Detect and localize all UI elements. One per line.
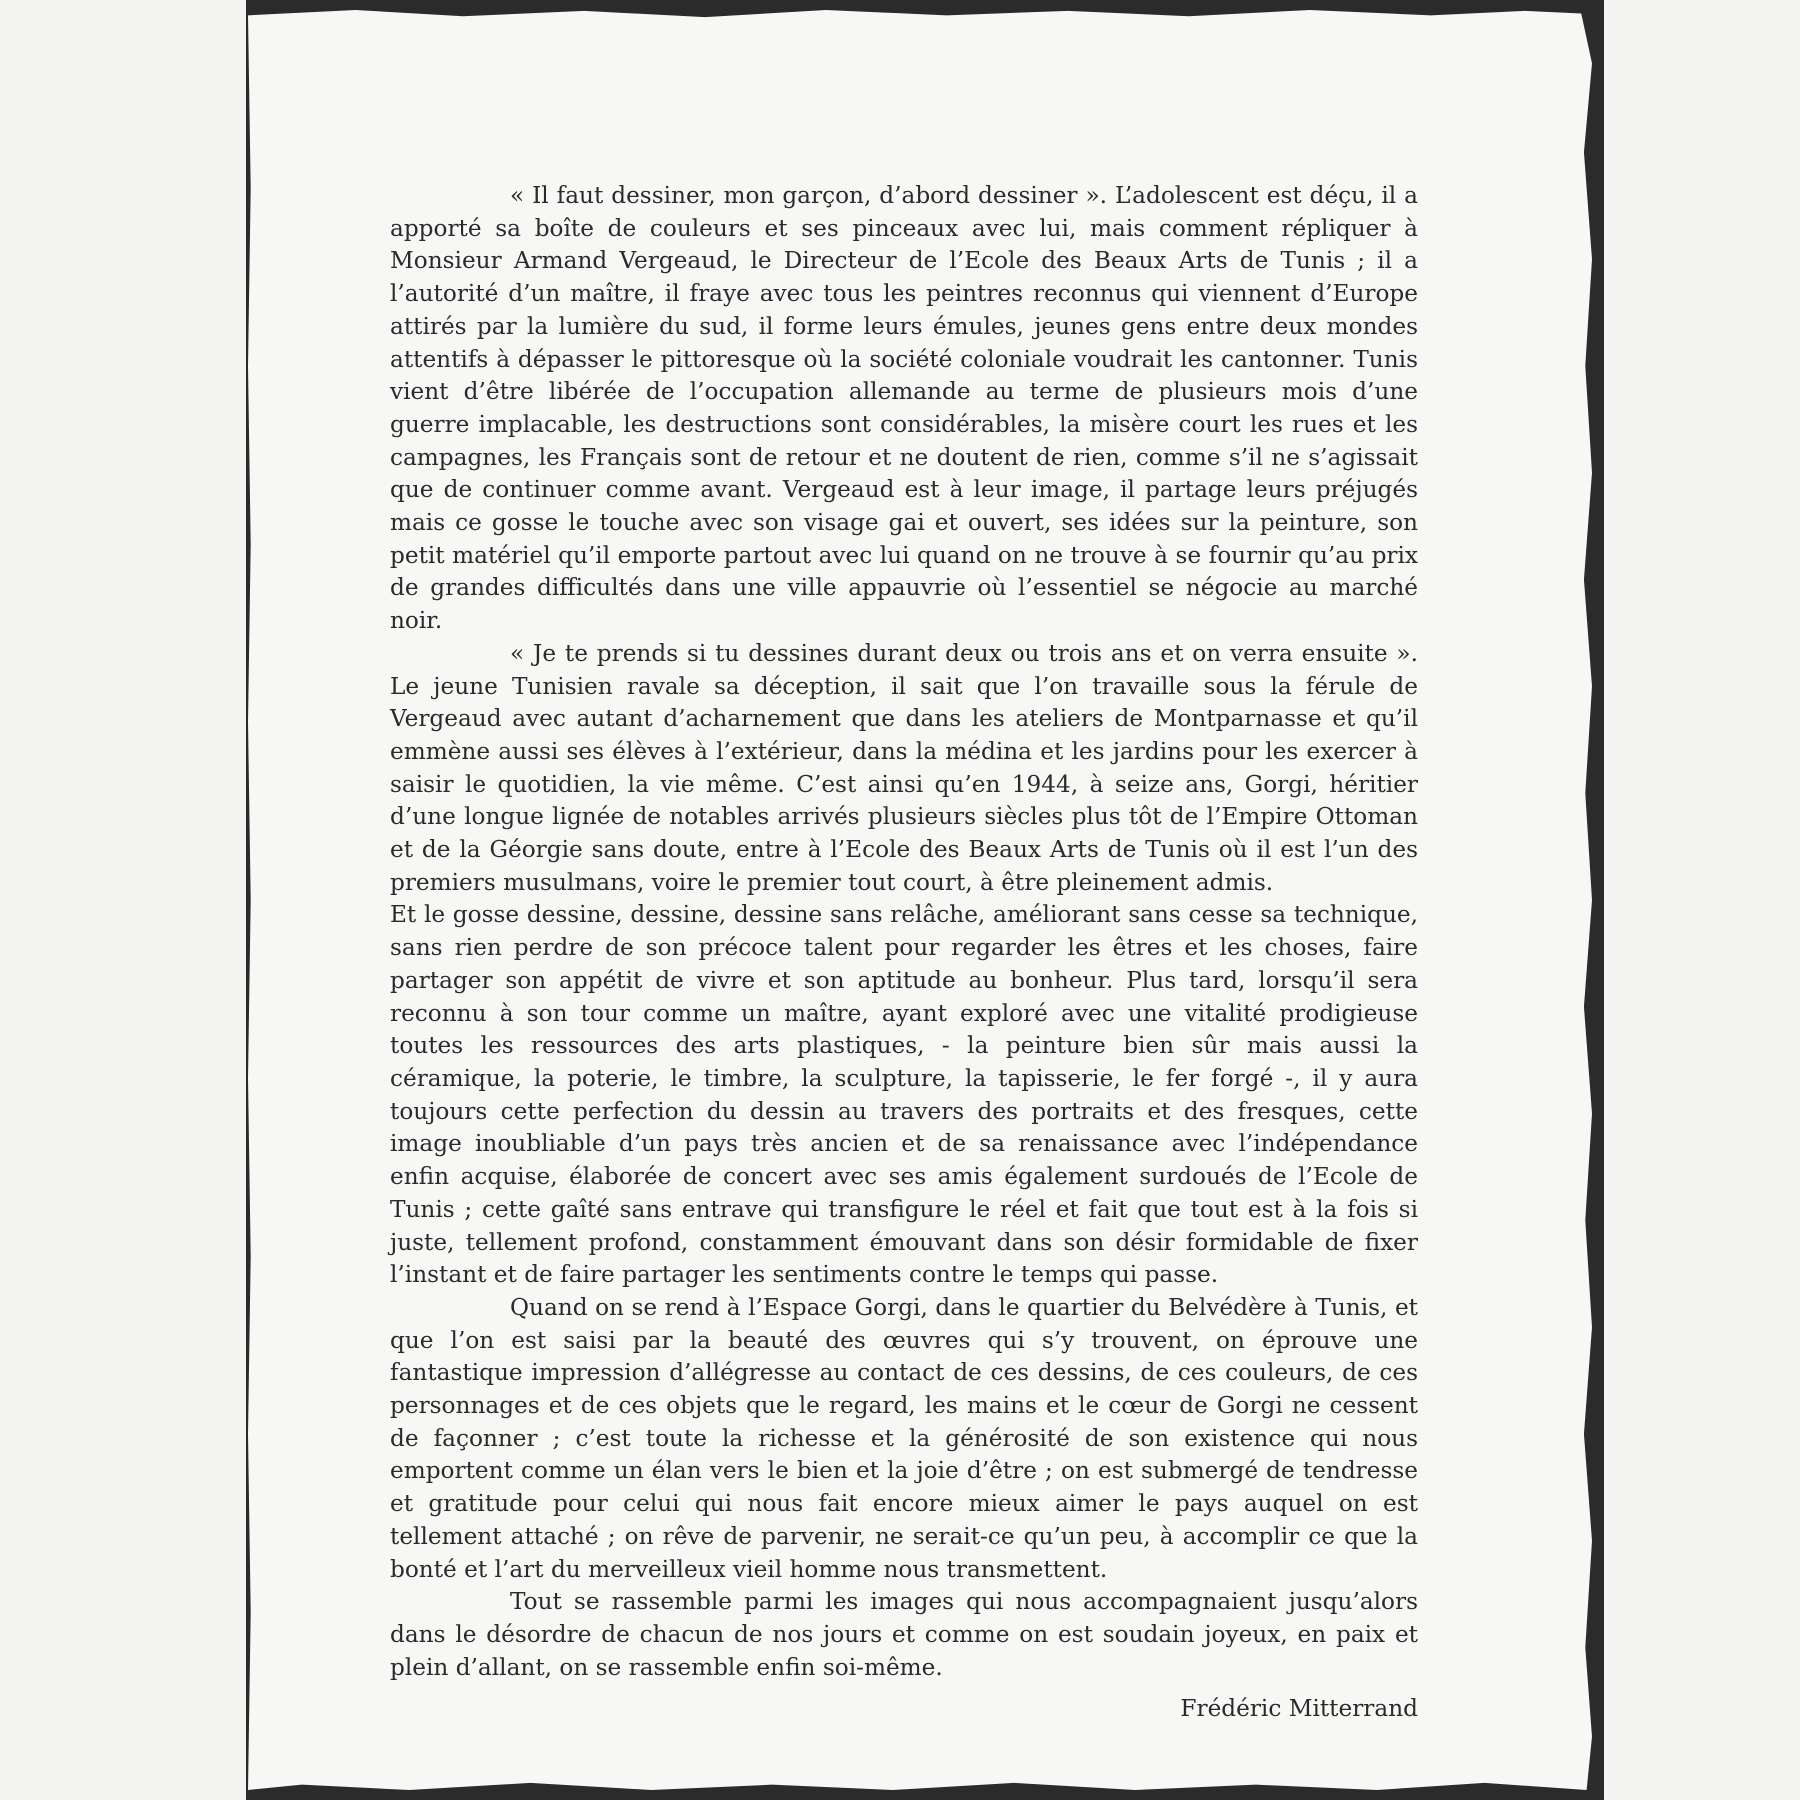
paragraph-2: « Je te prends si tu dessines durant deux ou trois ans et on verra ensuite ». Le jeune Tunisien ravale sa déception, il sait que l’on travaille sous la férule de Vergeaud avec autant d’acharnement que dans les ateliers de Montparnasse et qu’il emmène aussi ses élèves à l’extérieur, dans la médina et les jardins pour les exercer à saisir le quotidien, la vie même. C’est ainsi qu’en 1944, à seize ans, Gorgi, héritier d’une longue lignée de notables arrivés plusieurs siècles plus tôt de l’Empire Ottoman et de la Géorgie sans doute, entre à l’Ecole des Beaux Arts de Tunis où il est l’un des premiers musulmans, voire le premier tout court, à être pleinement admis.: [390, 639, 1418, 896]
text-body: [390, 180, 1418, 1726]
paragraph-4: Quand on se rend à l’Espace Gorgi, dans le quartier du Belvédère à Tunis, et que l’on est saisi par la beauté des œuvres qui s’y trouvent, on éprouve une fantastique impression d’allégresse au contact de ces dessins, de ces couleurs, de ces personnages et de ces objets que le regard, les mains et le cœur de Gorgi ne cessent de façonner ; c’est toute la richesse et la générosité de son existence qui nous emportent comme un élan vers le bien et la joie d’être ; on est submergé de tendresse et gratitude pour celui qui nous fait encore mieux aimer le pays auquel on est tellement attaché ; on rêve de parvenir, ne serait-ce qu’un peu, à accomplir ce que la bonté et l’art du merveilleux vieil homme nous transmettent.: [390, 1293, 1418, 1583]
paragraph-1: « Il faut dessiner, mon garçon, d’abord dessiner ». L’adolescent est déçu, il a apporté sa boîte de couleurs et ses pinceaux avec lui, mais comment répliquer à Monsieur Armand Vergeaud, le Directeur de l’Ecole des Beaux Arts de Tunis ; il a l’autorité d’un maître, il fraye avec tous les peintres reconnus qui viennent d’Europe attirés par la lumière du sud, il forme leurs émules, jeunes gens entre deux mondes attentifs à dépasser le pittoresque où la société coloniale voudrait les cantonner. Tunis vient d’être libérée de l’occupation allemande au terme de plusieurs mois d’une guerre implacable, les destructions sont considérables, la misère court les rues et les campagnes, les Français sont de retour et ne doutent de rien, comme s’il ne s’agissait que de continuer comme avant. Vergeaud est à leur image, il partage leurs préjugés mais ce gosse le touche avec son visage gai et ouvert, ses idées sur la peinture, son petit matériel qu’il emporte partout avec lui quand on ne trouve à se fournir qu’au prix de grandes difficultés dans une ville appauvrie où l’essentiel se négocie au marché noir.: [390, 182, 1418, 635]
paragraph-5: Tout se rassemble parmi les images qui nous accompagnaient jusqu’alors dans le désordre de chacun de nos jours et comme on est soudain joyeux, en paix et plein d’allant, on se rassemble enfin soi-même.: [390, 1588, 1418, 1681]
paragraph-3: Et le gosse dessine, dessine, dessine sans relâche, améliorant sans cesse sa technique, sans rien perdre de son précoce talent pour regarder les êtres et les choses, faire partager son appétit de vivre et son aptitude au bonheur. Plus tard, lorsqu’il sera reconnu à son tour comme un maître, ayant exploré avec une vitalité prodigieuse toutes les ressources des arts plastiques, - la peinture bien sûr mais aussi la céramique, la poterie, le timbre, la sculpture, la tapisserie, le fer forgé -, il y aura toujours cette perfection du dessin au travers des portraits et des fresques, cette image inoubliable d’un pays très ancien et de sa renaissance avec l’indépendance enfin acquise, élaborée de concert avec ses amis également surdoués de l’Ecole de Tunis ; cette gaîté sans entrave qui transfigure le réel et fait que tout est à la fois si juste, tellement profond, constamment émouvant dans son désir formidable de fixer l’instant et de faire partager les sentiments contre le temps qui passe.: [390, 901, 1418, 1289]
author-signature: Frédéric Mitterrand: [1180, 1695, 1418, 1723]
